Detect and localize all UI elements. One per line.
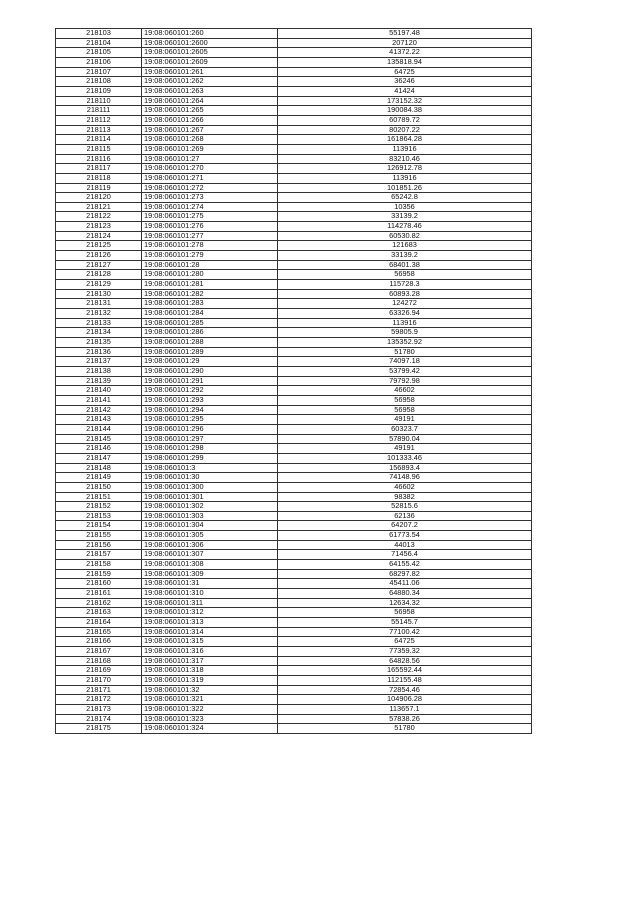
table-row	[56, 212, 532, 222]
row-id-cell: 218161	[56, 589, 142, 599]
cadastral-number-cell: 19:08:060101:262	[142, 77, 278, 87]
value-cell: 41424	[278, 86, 532, 96]
row-id-cell: 218134	[56, 328, 142, 338]
row-id-cell: 218127	[56, 260, 142, 270]
value-cell: 64725	[278, 67, 532, 77]
row-id-cell: 218123	[56, 222, 142, 232]
value-cell: 68401.38	[278, 260, 532, 270]
table-row	[56, 231, 532, 241]
row-id-cell: 218170	[56, 675, 142, 685]
value-cell: 83210.46	[278, 154, 532, 164]
cadastral-number-cell: 19:08:060101:282	[142, 289, 278, 299]
row-id-cell: 218164	[56, 618, 142, 628]
cadastral-number-cell: 19:08:060101:276	[142, 222, 278, 232]
value-cell: 46602	[278, 386, 532, 396]
row-id-cell: 218169	[56, 666, 142, 676]
table-row	[56, 502, 532, 512]
cadastral-number-cell: 19:08:060101:263	[142, 86, 278, 96]
row-id-cell: 218115	[56, 144, 142, 154]
row-id-cell: 218151	[56, 492, 142, 502]
cadastral-number-cell: 19:08:060101:270	[142, 164, 278, 174]
row-id-cell: 218103	[56, 29, 142, 39]
cadastral-number-cell: 19:08:060101:302	[142, 502, 278, 512]
cadastral-number-cell: 19:08:060101:318	[142, 666, 278, 676]
cadastral-number-cell: 19:08:060101:312	[142, 608, 278, 618]
row-id-cell: 218171	[56, 685, 142, 695]
row-id-cell: 218138	[56, 366, 142, 376]
table-row	[56, 714, 532, 724]
table-row	[56, 685, 532, 695]
row-id-cell: 218157	[56, 550, 142, 560]
table-row	[56, 473, 532, 483]
value-cell: 63326.94	[278, 309, 532, 319]
value-cell: 68297.82	[278, 569, 532, 579]
table-row	[56, 222, 532, 232]
cadastral-number-cell: 19:08:060101:278	[142, 241, 278, 251]
table-row	[56, 492, 532, 502]
row-id-cell: 218139	[56, 376, 142, 386]
row-id-cell: 218146	[56, 444, 142, 454]
cadastral-number-cell: 19:08:060101:315	[142, 637, 278, 647]
value-cell: 135352.92	[278, 338, 532, 348]
value-cell: 65242.8	[278, 193, 532, 203]
row-id-cell: 218112	[56, 115, 142, 125]
value-cell: 49191	[278, 415, 532, 425]
row-id-cell: 218137	[56, 357, 142, 367]
table-row	[56, 357, 532, 367]
value-cell: 60893.28	[278, 289, 532, 299]
value-cell: 74097.18	[278, 357, 532, 367]
value-cell: 72854.46	[278, 685, 532, 695]
table-row	[56, 511, 532, 521]
value-cell: 60530.82	[278, 231, 532, 241]
cadastral-number-cell: 19:08:060101:301	[142, 492, 278, 502]
value-cell: 80207.22	[278, 125, 532, 135]
cadastral-number-cell: 19:08:060101:3	[142, 463, 278, 473]
cadastral-number-cell: 19:08:060101:314	[142, 627, 278, 637]
cadastral-number-cell: 19:08:060101:273	[142, 193, 278, 203]
cadastral-number-cell: 19:08:060101:311	[142, 598, 278, 608]
row-id-cell: 218125	[56, 241, 142, 251]
cadastral-number-cell: 19:08:060101:295	[142, 415, 278, 425]
row-id-cell: 218130	[56, 289, 142, 299]
value-cell: 113916	[278, 318, 532, 328]
value-cell: 101333.46	[278, 453, 532, 463]
table-row	[56, 135, 532, 145]
value-cell: 41372.22	[278, 48, 532, 58]
cadastral-number-cell: 19:08:060101:31	[142, 579, 278, 589]
cadastral-number-cell: 19:08:060101:289	[142, 347, 278, 357]
row-id-cell: 218126	[56, 251, 142, 261]
cadastral-number-cell: 19:08:060101:274	[142, 202, 278, 212]
table-row	[56, 463, 532, 473]
value-cell: 62136	[278, 511, 532, 521]
table-row	[56, 405, 532, 415]
table-row	[56, 318, 532, 328]
cadastral-number-cell: 19:08:060101:310	[142, 589, 278, 599]
cadastral-number-cell: 19:08:060101:292	[142, 386, 278, 396]
cadastral-number-cell: 19:08:060101:288	[142, 338, 278, 348]
row-id-cell: 218124	[56, 231, 142, 241]
table-row	[56, 202, 532, 212]
cadastral-number-cell: 19:08:060101:299	[142, 453, 278, 463]
cadastral-number-cell: 19:08:060101:269	[142, 144, 278, 154]
value-cell: 121683	[278, 241, 532, 251]
cadastral-number-cell: 19:08:060101:283	[142, 299, 278, 309]
value-cell: 77359.32	[278, 647, 532, 657]
row-id-cell: 218154	[56, 521, 142, 531]
cadastral-number-cell: 19:08:060101:260	[142, 29, 278, 39]
value-cell: 51780	[278, 347, 532, 357]
row-id-cell: 218131	[56, 299, 142, 309]
row-id-cell: 218110	[56, 96, 142, 106]
row-id-cell: 218159	[56, 569, 142, 579]
table-row	[56, 531, 532, 541]
row-id-cell: 218153	[56, 511, 142, 521]
cadastral-number-cell: 19:08:060101:293	[142, 395, 278, 405]
value-cell: 113657.1	[278, 704, 532, 714]
value-cell: 59805.9	[278, 328, 532, 338]
cadastral-number-cell: 19:08:060101:272	[142, 183, 278, 193]
row-id-cell: 218141	[56, 395, 142, 405]
cadastral-number-cell: 19:08:060101:277	[142, 231, 278, 241]
cadastral-number-cell: 19:08:060101:266	[142, 115, 278, 125]
table-row	[56, 241, 532, 251]
value-cell: 124272	[278, 299, 532, 309]
row-id-cell: 218152	[56, 502, 142, 512]
table-row	[56, 309, 532, 319]
value-cell: 45411.06	[278, 579, 532, 589]
table-row	[56, 164, 532, 174]
value-cell: 79792.98	[278, 376, 532, 386]
value-cell: 57890.04	[278, 434, 532, 444]
cadastral-number-cell: 19:08:060101:319	[142, 675, 278, 685]
cadastral-number-cell: 19:08:060101:271	[142, 173, 278, 183]
value-cell: 57838.26	[278, 714, 532, 724]
cadastral-number-cell: 19:08:060101:297	[142, 434, 278, 444]
cadastral-number-cell: 19:08:060101:2609	[142, 57, 278, 67]
table-row	[56, 366, 532, 376]
table-row	[56, 666, 532, 676]
value-cell: 112155.48	[278, 675, 532, 685]
table-row	[56, 627, 532, 637]
table-row	[56, 144, 532, 154]
table-row	[56, 434, 532, 444]
cadastral-number-cell: 19:08:060101:291	[142, 376, 278, 386]
row-id-cell: 218132	[56, 309, 142, 319]
value-cell: 135818.94	[278, 57, 532, 67]
table-row	[56, 395, 532, 405]
table-row	[56, 550, 532, 560]
row-id-cell: 218163	[56, 608, 142, 618]
table-row	[56, 260, 532, 270]
cadastral-number-cell: 19:08:060101:303	[142, 511, 278, 521]
cadastral-number-cell: 19:08:060101:280	[142, 270, 278, 280]
table-row	[56, 289, 532, 299]
row-id-cell: 218135	[56, 338, 142, 348]
value-cell: 56958	[278, 405, 532, 415]
table-row	[56, 96, 532, 106]
cadastral-number-cell: 19:08:060101:286	[142, 328, 278, 338]
cadastral-number-cell: 19:08:060101:294	[142, 405, 278, 415]
table-row	[56, 444, 532, 454]
table-row	[56, 115, 532, 125]
row-id-cell: 218175	[56, 724, 142, 734]
value-cell: 53799.42	[278, 366, 532, 376]
table-row	[56, 77, 532, 87]
cadastral-number-cell: 19:08:060101:305	[142, 531, 278, 541]
table-row	[56, 193, 532, 203]
cadastral-number-cell: 19:08:060101:290	[142, 366, 278, 376]
table-row	[56, 386, 532, 396]
value-cell: 64828.56	[278, 656, 532, 666]
value-cell: 64725	[278, 637, 532, 647]
table-row	[56, 338, 532, 348]
row-id-cell: 218162	[56, 598, 142, 608]
value-cell: 156893.4	[278, 463, 532, 473]
table-row	[56, 608, 532, 618]
cadastral-number-cell: 19:08:060101:29	[142, 357, 278, 367]
row-id-cell: 218121	[56, 202, 142, 212]
cadastral-number-cell: 19:08:060101:309	[142, 569, 278, 579]
cadastral-number-cell: 19:08:060101:304	[142, 521, 278, 531]
value-cell: 74148.96	[278, 473, 532, 483]
table-row	[56, 656, 532, 666]
value-cell: 64155.42	[278, 560, 532, 570]
value-cell: 161864.28	[278, 135, 532, 145]
row-id-cell: 218149	[56, 473, 142, 483]
table-row	[56, 106, 532, 116]
cadastral-number-cell: 19:08:060101:313	[142, 618, 278, 628]
row-id-cell: 218109	[56, 86, 142, 96]
table-row	[56, 251, 532, 261]
value-cell: 56958	[278, 395, 532, 405]
cadastral-number-cell: 19:08:060101:316	[142, 647, 278, 657]
row-id-cell: 218150	[56, 482, 142, 492]
row-id-cell: 218155	[56, 531, 142, 541]
cadastral-number-cell: 19:08:060101:28	[142, 260, 278, 270]
table-row	[56, 328, 532, 338]
table-row	[56, 415, 532, 425]
row-id-cell: 218142	[56, 405, 142, 415]
cadastral-number-cell: 19:08:060101:322	[142, 704, 278, 714]
table-row	[56, 647, 532, 657]
cadastral-number-cell: 19:08:060101:2605	[142, 48, 278, 58]
table-body	[56, 29, 532, 734]
cadastral-number-cell: 19:08:060101:285	[142, 318, 278, 328]
table-row	[56, 618, 532, 628]
value-cell: 104906.28	[278, 695, 532, 705]
table-row	[56, 569, 532, 579]
row-id-cell: 218147	[56, 453, 142, 463]
table-row	[56, 48, 532, 58]
table-row	[56, 424, 532, 434]
value-cell: 60323.7	[278, 424, 532, 434]
row-id-cell: 218111	[56, 106, 142, 116]
table-row	[56, 280, 532, 290]
table-row	[56, 154, 532, 164]
row-id-cell: 218145	[56, 434, 142, 444]
value-cell: 190084.38	[278, 106, 532, 116]
cadastral-number-cell: 19:08:060101:308	[142, 560, 278, 570]
value-cell: 56958	[278, 270, 532, 280]
cadastral-number-cell: 19:08:060101:27	[142, 154, 278, 164]
value-cell: 55145.7	[278, 618, 532, 628]
row-id-cell: 218144	[56, 424, 142, 434]
cadastral-number-cell: 19:08:060101:267	[142, 125, 278, 135]
table-row	[56, 125, 532, 135]
value-cell: 207120	[278, 38, 532, 48]
row-id-cell: 218119	[56, 183, 142, 193]
row-id-cell: 218166	[56, 637, 142, 647]
cadastral-number-cell: 19:08:060101:32	[142, 685, 278, 695]
value-cell: 12634.32	[278, 598, 532, 608]
table-row	[56, 29, 532, 39]
row-id-cell: 218118	[56, 173, 142, 183]
cadastral-number-cell: 19:08:060101:275	[142, 212, 278, 222]
cadastral-number-cell: 19:08:060101:307	[142, 550, 278, 560]
row-id-cell: 218113	[56, 125, 142, 135]
row-id-cell: 218108	[56, 77, 142, 87]
value-cell: 55197.48	[278, 29, 532, 39]
row-id-cell: 218173	[56, 704, 142, 714]
cadastral-number-cell: 19:08:060101:306	[142, 540, 278, 550]
table-row	[56, 637, 532, 647]
value-cell: 10356	[278, 202, 532, 212]
cadastral-number-cell: 19:08:060101:321	[142, 695, 278, 705]
table-row	[56, 540, 532, 550]
value-cell: 98382	[278, 492, 532, 502]
table-row	[56, 270, 532, 280]
table-row	[56, 86, 532, 96]
table-row	[56, 453, 532, 463]
table-row	[56, 704, 532, 714]
row-id-cell: 218104	[56, 38, 142, 48]
table-row	[56, 299, 532, 309]
value-cell: 44013	[278, 540, 532, 550]
value-cell: 115728.3	[278, 280, 532, 290]
value-cell: 61773.54	[278, 531, 532, 541]
table-row	[56, 482, 532, 492]
table-row	[56, 347, 532, 357]
row-id-cell: 218168	[56, 656, 142, 666]
value-cell: 56958	[278, 608, 532, 618]
table-row	[56, 579, 532, 589]
row-id-cell: 218129	[56, 280, 142, 290]
table-row	[56, 598, 532, 608]
cadastral-number-cell: 19:08:060101:323	[142, 714, 278, 724]
row-id-cell: 218136	[56, 347, 142, 357]
row-id-cell: 218174	[56, 714, 142, 724]
cadastral-number-cell: 19:08:060101:317	[142, 656, 278, 666]
value-cell: 173152.32	[278, 96, 532, 106]
value-cell: 165592.44	[278, 666, 532, 676]
row-id-cell: 218116	[56, 154, 142, 164]
row-id-cell: 218114	[56, 135, 142, 145]
row-id-cell: 218105	[56, 48, 142, 58]
table-row	[56, 560, 532, 570]
row-id-cell: 218148	[56, 463, 142, 473]
value-cell: 71456.4	[278, 550, 532, 560]
value-cell: 77100.42	[278, 627, 532, 637]
value-cell: 126912.78	[278, 164, 532, 174]
value-cell: 60789.72	[278, 115, 532, 125]
table-row	[56, 521, 532, 531]
value-cell: 101851.26	[278, 183, 532, 193]
table-row	[56, 724, 532, 734]
table-row	[56, 695, 532, 705]
cadastral-value-table	[55, 28, 532, 734]
row-id-cell: 218167	[56, 647, 142, 657]
cadastral-number-cell: 19:08:060101:296	[142, 424, 278, 434]
row-id-cell: 218140	[56, 386, 142, 396]
row-id-cell: 218117	[56, 164, 142, 174]
cadastral-number-cell: 19:08:060101:324	[142, 724, 278, 734]
cadastral-number-cell: 19:08:060101:2600	[142, 38, 278, 48]
value-cell: 51780	[278, 724, 532, 734]
value-cell: 64207.2	[278, 521, 532, 531]
cadastral-number-cell: 19:08:060101:261	[142, 67, 278, 77]
cadastral-number-cell: 19:08:060101:30	[142, 473, 278, 483]
row-id-cell: 218156	[56, 540, 142, 550]
cadastral-number-cell: 19:08:060101:284	[142, 309, 278, 319]
row-id-cell: 218133	[56, 318, 142, 328]
value-cell: 33139.2	[278, 251, 532, 261]
table-row	[56, 675, 532, 685]
cadastral-number-cell: 19:08:060101:281	[142, 280, 278, 290]
cadastral-number-cell: 19:08:060101:279	[142, 251, 278, 261]
table-row	[56, 173, 532, 183]
value-cell: 64880.34	[278, 589, 532, 599]
value-cell: 113916	[278, 173, 532, 183]
table-row	[56, 67, 532, 77]
value-cell: 49191	[278, 444, 532, 454]
row-id-cell: 218122	[56, 212, 142, 222]
table-row	[56, 589, 532, 599]
cadastral-number-cell: 19:08:060101:298	[142, 444, 278, 454]
table-row	[56, 376, 532, 386]
cadastral-number-cell: 19:08:060101:268	[142, 135, 278, 145]
row-id-cell: 218158	[56, 560, 142, 570]
row-id-cell: 218128	[56, 270, 142, 280]
row-id-cell: 218143	[56, 415, 142, 425]
value-cell: 46602	[278, 482, 532, 492]
value-cell: 113916	[278, 144, 532, 154]
cadastral-number-cell: 19:08:060101:265	[142, 106, 278, 116]
value-cell: 36246	[278, 77, 532, 87]
row-id-cell: 218107	[56, 67, 142, 77]
table-row	[56, 57, 532, 67]
value-cell: 114278.46	[278, 222, 532, 232]
value-cell: 33139.2	[278, 212, 532, 222]
row-id-cell: 218120	[56, 193, 142, 203]
row-id-cell: 218160	[56, 579, 142, 589]
row-id-cell: 218106	[56, 57, 142, 67]
value-cell: 52815.6	[278, 502, 532, 512]
table-row	[56, 38, 532, 48]
cadastral-number-cell: 19:08:060101:300	[142, 482, 278, 492]
row-id-cell: 218172	[56, 695, 142, 705]
table-row	[56, 183, 532, 193]
row-id-cell: 218165	[56, 627, 142, 637]
cadastral-number-cell: 19:08:060101:264	[142, 96, 278, 106]
